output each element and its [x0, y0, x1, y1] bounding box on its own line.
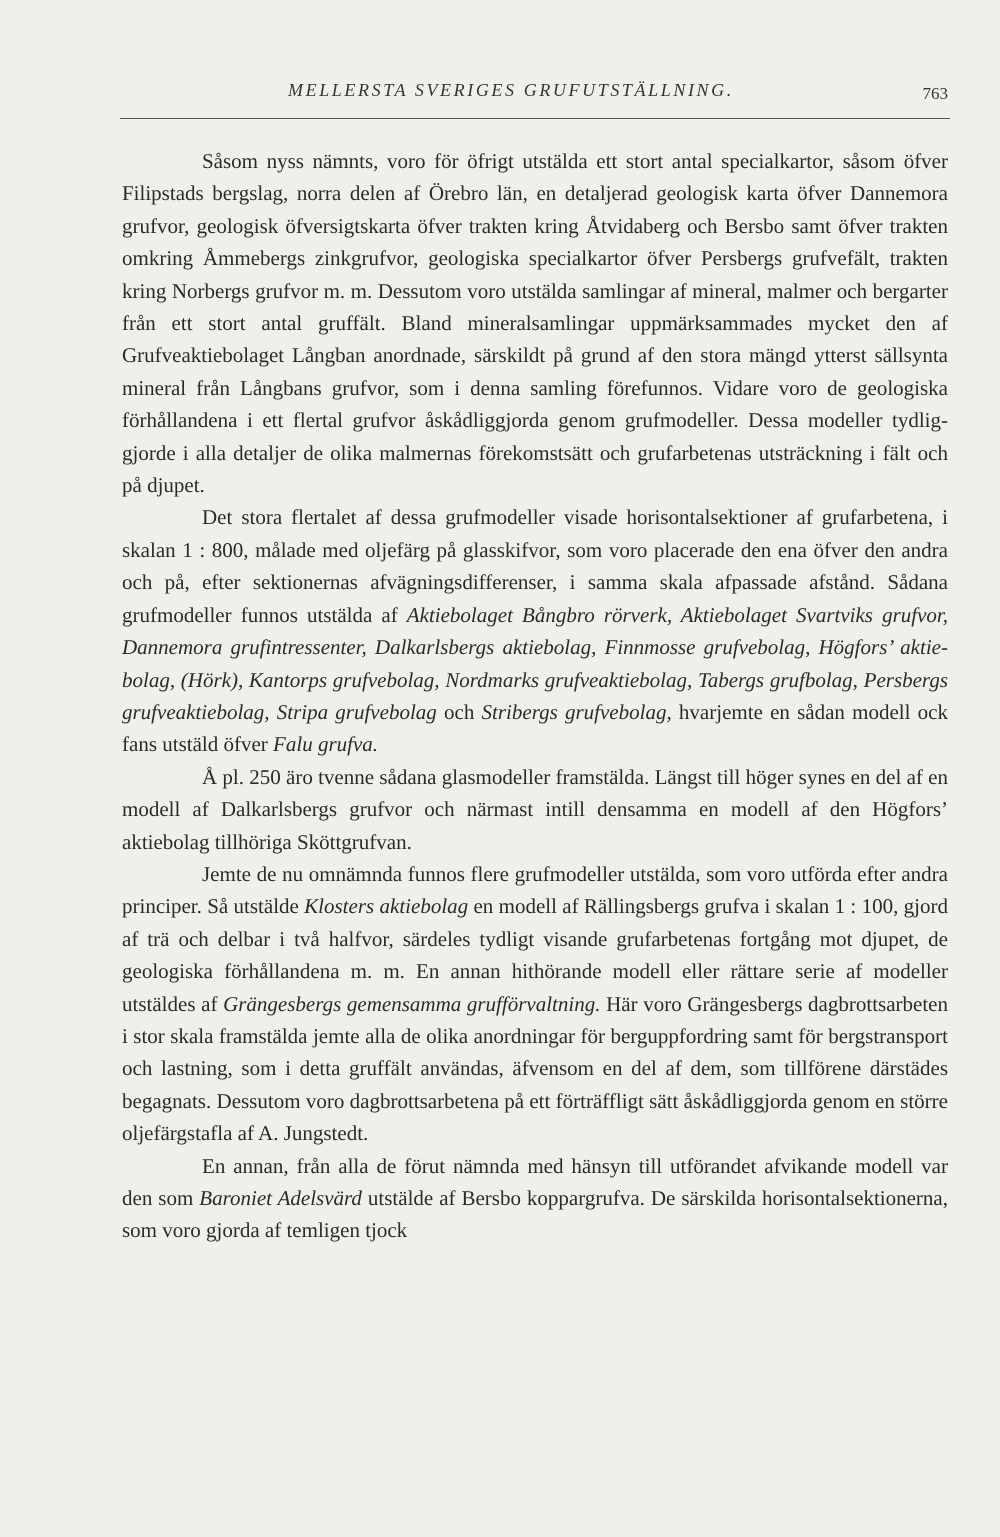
body-text — [122, 145, 948, 1247]
italic-text: Aktiebolaget Bångbro rörverk, Aktiebolaget Svartviks grufvor, Dannemora grufintressenter, Dalkarlsbergs aktiebolag, Finnmosse grufvebolag, Högfors’ aktiebolag, (Hörk), Kantorps grufvebolag, Nordmarks grufveaktiebolag, Tabergs grufbolag, Persbergs grufveaktiebolag, Stripa grufvebolag — [122, 602, 948, 724]
italic-text: Baroniet Adelsvärd — [199, 1186, 362, 1210]
text-run: utstälde af Bersbo koppargrufva. De särskilda horisontalsektionerna, som voro gjorda af temligen tjock — [122, 1186, 948, 1243]
paragraph — [122, 858, 948, 1150]
text-run: hvarjemte en sådan modell ock fans utstäld öfver — [122, 699, 948, 757]
italic-text: Stribergs grufvebolag, — [481, 699, 672, 724]
paragraph — [122, 1150, 948, 1247]
page-number: 763 — [922, 84, 948, 103]
italic-text: Grängesbergs gemensamma grufförvaltning. — [223, 991, 601, 1016]
text-run: Å pl. 250 äro tvenne sådana glasmodeller framstälda. Längst till höger synes en del af en modell af Dalkarlsbergs grufvor och närmast intill densamma en modell af den Högfors’ aktiebolag tillhöriga Sköttgrufvan. — [122, 764, 948, 854]
paragraph — [122, 501, 948, 760]
text-run: Det stora flertalet af dessa grufmodeller visade horisontalsektioner af grufarbetena, i skalan 1 : 800, målade med oljefärg på glasskifvor, som voro placerade den ena öfver den andra och på, efter sektionernas afvägningsdifferenser, i samma skala afpassade afstånd. Sådana grufmodeller funnos utstälda af — [122, 505, 948, 627]
paragraph — [122, 761, 948, 858]
text-run: en modell af Rällingsbergs grufva i skalan 1 : 100, gjord af trä och delbar i två halfvor, särdeles tydligt visande grufarbetenas fortgång mot djupet, de geologiska förhållandena m. m. En annan hithörande modell eller rättare serie af modeller utstäldes af — [122, 894, 948, 1016]
text-run: Här voro Grängesbergs dagbrottsarbeten i stor skala framstälda jemte alla de olika anordningar för berguppfordring samt för bergstransport och lastning, som i detta gruffält användas, äfvensom en del af dem, som tillförene därstädes begagnats. Dessutom voro dagbrottsarbetena på ett förträffligt sätt åskådliggjorda genom en större oljefärgstafla af A. Jungstedt. — [122, 991, 948, 1146]
text-run: En annan, från alla de förut nämnda med hänsyn till utförandet afvikande modell var den som — [122, 1153, 948, 1210]
italic-text: Klosters aktiebolag — [304, 894, 469, 919]
text-run: och — [436, 699, 482, 724]
paragraph — [122, 145, 948, 501]
running-title: MELLERSTA SVERIGES GRUFUTSTÄLLNING. — [288, 80, 734, 100]
text-run: Såsom nyss nämnts, voro för öfrigt utstälda ett stort antal specialkartor, såsom öfver Filipstads bergslag, norra delen af Örebro län, en detaljerad geologisk karta öfver Dannemora grufvor, geologisk öfversigtskarta öfver trakten kring Åtvidaberg och Bersbo samt öfver trakten omkring Åmmebergs zinkgrufvor, geologiska specialkartor öfver Persbergs grufvefält, trakten kring Norbergs grufvor m. m. Dessutom voro utstälda samlingar af mineral, malmer och bergarter från ett stort antal gruffält. Bland mineralsamlingar uppmärksammades mycket den af Grufveaktiebolaget Långban anordnade, särskildt på grund af den stora mängd ytterst sällsynta mineral från Långbans grufvor, som i denna samling förefunnos. Vidare voro de geologiska förhållandena i ett flertal grufvor åskådliggjorda genom grufmodeller. Dessa modeller tydliggjorde i alla detaljer de olika malmernas förekomstsätt och grufarbetenas utsträckning i fält och på djupet. — [122, 149, 948, 498]
italic-text: Falu grufva. — [273, 732, 379, 757]
running-header — [120, 78, 950, 119]
text-run: Jemte de nu omnämnda funnos flere grufmodeller utstälda, som voro utförda efter andra principer. Så utstälde — [122, 861, 948, 919]
